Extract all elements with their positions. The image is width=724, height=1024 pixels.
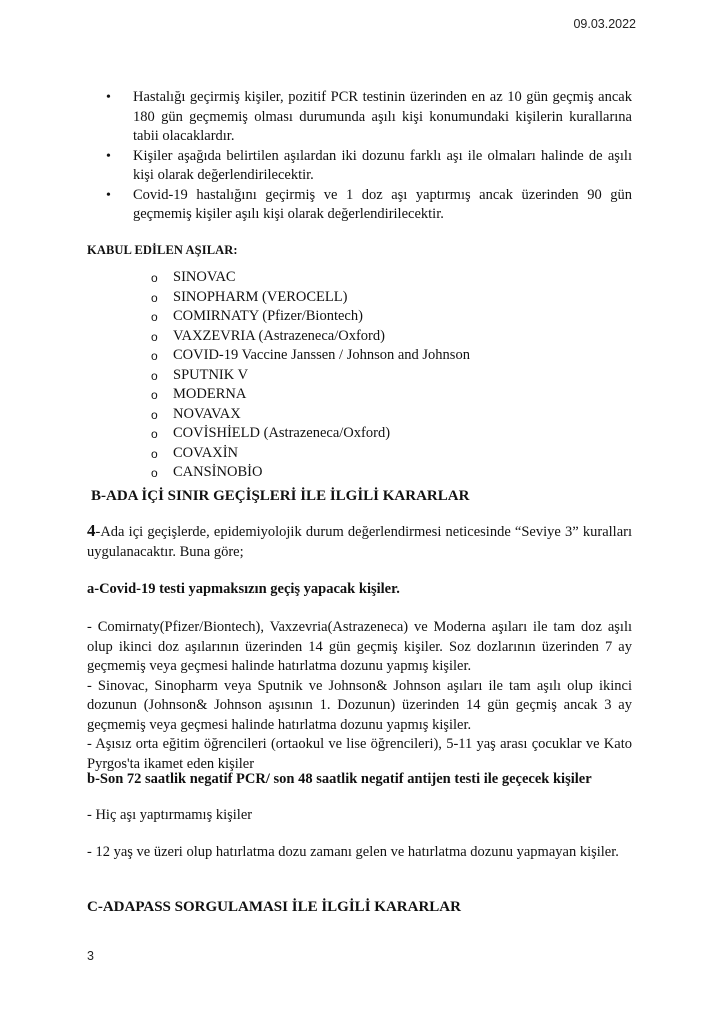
vaccine-item bbox=[151, 424, 470, 444]
vaccine-name: COMIRNATY (Pfizer/Biontech) bbox=[173, 308, 363, 324]
vaccine-name: COVİSHİELD (Astrazeneca/Oxford) bbox=[173, 425, 391, 441]
bullet-icon: • bbox=[106, 187, 111, 203]
vaccine-name: COVAXİN bbox=[173, 444, 238, 461]
bullet-text: Hastalığı geçirmiş kişiler, pozitif PCR testinin üzerinden en az 10 gün geçmiş ancak 180 gün geçmemiş olması durumunda aşılı kişi konumundaki kişilerin kurallarına tabii olacaklardır. bbox=[133, 89, 632, 144]
vaccine-item bbox=[151, 346, 470, 366]
vaccine-name: VAXZEVRIA (Astrazeneca/Oxford) bbox=[173, 327, 385, 344]
circle-bullet-icon: o bbox=[151, 368, 158, 383]
intro-bullet-item bbox=[106, 88, 632, 147]
intro-bullet-list bbox=[106, 88, 632, 225]
vaccine-name: SINOPHARM (VEROCELL) bbox=[173, 288, 348, 305]
header-date: 09.03.2022 bbox=[573, 17, 636, 31]
circle-bullet-icon: o bbox=[151, 329, 158, 344]
vaccine-item bbox=[151, 385, 470, 405]
intro-bullet-item bbox=[106, 147, 632, 186]
subsection-b-line: - 12 yaş ve üzeri olup hatırlatma dozu zamanı gelen ve hatırlatma dozunu yapmayan kişiler. bbox=[87, 844, 619, 860]
vaccine-item bbox=[151, 327, 470, 347]
circle-bullet-icon: o bbox=[151, 388, 158, 402]
circle-bullet-icon: o bbox=[151, 310, 158, 324]
vaccine-item bbox=[151, 268, 470, 288]
page-number: 3 bbox=[87, 949, 94, 963]
circle-bullet-icon: o bbox=[151, 271, 158, 285]
vaccine-name: NOVAVAX bbox=[173, 405, 241, 422]
vaccine-item bbox=[151, 444, 470, 464]
circle-bullet-icon: o bbox=[151, 446, 158, 461]
section-b-heading: B-ADA İÇİ SINIR GEÇİŞLERİ İLE İLGİLİ KARARLAR bbox=[91, 488, 470, 504]
vaccine-item bbox=[151, 307, 470, 327]
subsection-b-heading: b-Son 72 saatlik negatif PCR/ son 48 saatlik negatif antijen testi ile geçecek kişiler bbox=[87, 771, 592, 787]
circle-bullet-icon: o bbox=[151, 427, 158, 441]
circle-bullet-icon: o bbox=[151, 407, 158, 422]
vaccine-item bbox=[151, 463, 470, 483]
bullet-icon: • bbox=[106, 148, 111, 164]
bullet-text: Covid-19 hastalığını geçirmiş ve 1 doz aşı yaptırmış ancak üzerinden 90 gün geçmemiş kişiler aşılı kişi olarak değerlendirilecektir. bbox=[133, 186, 632, 222]
bullet-text: Kişiler aşağıda belirtilen aşılardan iki dozunu farklı aşı ile olmaları halinde de aşılı kişi olarak değerlendirilecektir. bbox=[133, 147, 632, 183]
vaccine-name: COVID-19 Vaccine Janssen / Johnson and Johnson bbox=[173, 347, 470, 363]
circle-bullet-icon: o bbox=[151, 466, 158, 480]
vaccine-name: MODERNA bbox=[173, 386, 247, 402]
vaccine-name: CANSİNOBİO bbox=[173, 464, 263, 480]
accepted-vaccines-heading: KABUL EDİLEN AŞILAR: bbox=[87, 243, 238, 257]
subsection-a-line: - Aşısız orta eğitim öğrencileri (ortaokul ve lise öğrencileri), 5-11 yaş arası çocuklar ve Kato Pyrgos'ta ikamet eden kişiler bbox=[87, 736, 632, 772]
subsection-b-line: - Hiç aşı yaptırmamış kişiler bbox=[87, 807, 253, 823]
circle-bullet-icon: o bbox=[151, 349, 158, 363]
vaccine-name: SINOVAC bbox=[173, 269, 236, 285]
item-number: 4 bbox=[87, 521, 96, 540]
vaccine-name: SPUTNIK V bbox=[173, 366, 249, 383]
vaccine-item bbox=[151, 288, 470, 308]
vaccine-item bbox=[151, 405, 470, 425]
item-4-paragraph bbox=[87, 521, 632, 562]
vaccine-list bbox=[151, 268, 470, 483]
section-c-heading: C-ADAPASS SORGULAMASI İLE İLGİLİ KARARLAR bbox=[87, 899, 461, 915]
subsection-a-line: - Comirnaty(Pfizer/Biontech), Vaxzevria(Astrazeneca) ve Moderna aşıları ile tam doz aşılı olup ikinci doz aşılarının üzerinden 14 gün geçmiş kişiler. Soz dozlarının üzerinden 7 ay geçmemiş veya geçmesi halinde hatırlatma dozunu yapmış kişiler. bbox=[87, 619, 632, 674]
circle-bullet-icon: o bbox=[151, 290, 158, 305]
subsection-a-heading: a-Covid-19 testi yapmaksızın geçiş yapacak kişiler. bbox=[87, 581, 400, 597]
intro-bullet-item bbox=[106, 186, 632, 225]
vaccine-item bbox=[151, 366, 470, 386]
subsection-a-line: - Sinovac, Sinopharm veya Sputnik ve Johnson& Johnson aşıları ile tam aşılı olup ikinci dozunun (Johnson& Johnson aşısının 1. Dozunun) üzerinden 14 gün geçmiş ancak 3 ay geçmemiş veya geçmesi halinde hatırlatma dozunu yapmış kişiler. bbox=[87, 677, 632, 733]
subsection-a-body bbox=[87, 618, 632, 774]
item-text: -Ada içi geçişlerde, epidemiyolojik durum değerlendirmesi neticesinde “Seviye 3” kuralları uygulanacaktır. Buna göre; bbox=[87, 524, 632, 560]
bullet-icon: • bbox=[106, 90, 111, 105]
